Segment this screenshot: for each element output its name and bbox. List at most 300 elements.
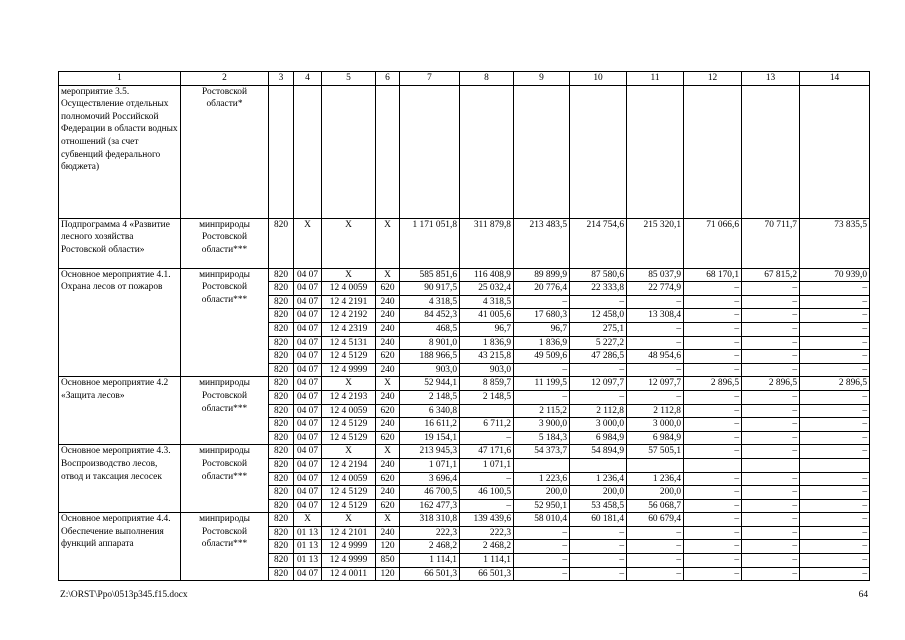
- value-cell: –: [684, 445, 742, 459]
- value-cell: –: [800, 472, 870, 486]
- value-cell: 820: [269, 218, 294, 268]
- value-cell: 52 950,1: [514, 499, 570, 513]
- value-cell: 04 07: [294, 472, 322, 486]
- value-cell: 4 318,5: [400, 295, 460, 309]
- value-cell: 585 851,6: [400, 268, 460, 282]
- value-cell: 820: [269, 540, 294, 554]
- value-cell: 04 07: [294, 282, 322, 296]
- value-cell: 214 754,6: [570, 218, 627, 268]
- value-cell: –: [570, 554, 627, 568]
- value-cell: 12 4 0011: [322, 567, 376, 581]
- value-cell: 3 696,4: [400, 472, 460, 486]
- value-cell: 22 333,8: [570, 282, 627, 296]
- value-cell: 820: [269, 567, 294, 581]
- value-cell: –: [514, 526, 570, 540]
- value-cell: 2 112,8: [627, 404, 684, 418]
- value-cell: 96,7: [460, 322, 514, 336]
- value-cell: 89 899,9: [514, 268, 570, 282]
- value-cell: [570, 458, 627, 472]
- value-cell: 3 000,0: [570, 418, 627, 432]
- value-cell: 2 115,2: [514, 404, 570, 418]
- value-cell: X: [322, 268, 376, 282]
- value-cell: 820: [269, 554, 294, 568]
- value-cell: 96,7: [514, 322, 570, 336]
- value-cell: 11 199,5: [514, 377, 570, 391]
- value-cell: 240: [376, 322, 400, 336]
- value-cell: –: [684, 472, 742, 486]
- value-cell: X: [376, 218, 400, 268]
- program-name-cell: Основное мероприятие 4.2 «Защита лесов»: [59, 377, 181, 445]
- value-cell: 90 917,5: [400, 282, 460, 296]
- value-cell: 620: [376, 282, 400, 296]
- value-cell: 2 896,5: [800, 377, 870, 391]
- program-name-cell: Основное мероприятие 4.1. Охрана лесов от пожаров: [59, 268, 181, 377]
- value-cell: 04 07: [294, 309, 322, 323]
- column-number: 8: [460, 72, 514, 86]
- column-number-row: [59, 72, 870, 86]
- value-cell: [800, 85, 870, 218]
- table-row: [59, 85, 870, 218]
- value-cell: –: [800, 554, 870, 568]
- column-number: 14: [800, 72, 870, 86]
- value-cell: [400, 85, 460, 218]
- value-cell: [294, 85, 322, 218]
- value-cell: 04 07: [294, 390, 322, 404]
- value-cell: –: [742, 486, 800, 500]
- value-cell: 240: [376, 309, 400, 323]
- value-cell: 2 468,2: [460, 540, 514, 554]
- column-number: 11: [627, 72, 684, 86]
- value-cell: 6 340,8: [400, 404, 460, 418]
- value-cell: –: [800, 322, 870, 336]
- value-cell: 60 181,4: [570, 513, 627, 527]
- responsible-cell: Ростовской области*: [181, 85, 269, 218]
- value-cell: 4 318,5: [460, 295, 514, 309]
- value-cell: [570, 85, 627, 218]
- value-cell: 903,0: [400, 363, 460, 377]
- value-cell: 16 611,2: [400, 418, 460, 432]
- value-cell: 58 010,4: [514, 513, 570, 527]
- value-cell: –: [742, 499, 800, 513]
- value-cell: 318 310,8: [400, 513, 460, 527]
- column-number: 1: [59, 72, 181, 86]
- value-cell: [684, 85, 742, 218]
- value-cell: 2 148,5: [460, 390, 514, 404]
- value-cell: –: [684, 540, 742, 554]
- program-name-cell: мероприятие 3.5. Осуществление отдельных полномочий Российской Федерации в области водных отношений (за счет субвенций федерального бюджета): [59, 85, 181, 218]
- value-cell: 01 13: [294, 540, 322, 554]
- value-cell: 12 4 9999: [322, 554, 376, 568]
- value-cell: 12 4 2194: [322, 458, 376, 472]
- value-cell: –: [684, 554, 742, 568]
- value-cell: 1 071,1: [400, 458, 460, 472]
- value-cell: 12 458,0: [570, 309, 627, 323]
- value-cell: –: [684, 390, 742, 404]
- value-cell: 04 07: [294, 404, 322, 418]
- value-cell: 04 07: [294, 363, 322, 377]
- value-cell: 66 501,3: [400, 567, 460, 581]
- column-number: 7: [400, 72, 460, 86]
- value-cell: X: [376, 377, 400, 391]
- value-cell: 240: [376, 295, 400, 309]
- value-cell: 04 07: [294, 350, 322, 364]
- value-cell: –: [514, 390, 570, 404]
- program-name-cell: Подпрограмма 4 «Развитие лесного хозяйства Ростовской области»: [59, 218, 181, 268]
- value-cell: –: [800, 486, 870, 500]
- column-number: 6: [376, 72, 400, 86]
- value-cell: –: [800, 526, 870, 540]
- value-cell: 820: [269, 322, 294, 336]
- value-cell: 620: [376, 472, 400, 486]
- value-cell: X: [322, 445, 376, 459]
- value-cell: –: [742, 554, 800, 568]
- value-cell: –: [800, 513, 870, 527]
- value-cell: 240: [376, 458, 400, 472]
- value-cell: 12 4 5129: [322, 350, 376, 364]
- value-cell: 820: [269, 404, 294, 418]
- value-cell: 56 068,7: [627, 499, 684, 513]
- value-cell: 2 112,8: [570, 404, 627, 418]
- value-cell: 12 4 5131: [322, 336, 376, 350]
- value-cell: 12 4 2101: [322, 526, 376, 540]
- value-cell: 04 07: [294, 295, 322, 309]
- value-cell: 19 154,1: [400, 431, 460, 445]
- value-cell: 215 320,1: [627, 218, 684, 268]
- value-cell: –: [800, 540, 870, 554]
- value-cell: 213 945,3: [400, 445, 460, 459]
- program-name-cell: Основное мероприятие 4.3. Воспроизводство лесов, отвод и таксация лесосек: [59, 445, 181, 513]
- value-cell: 240: [376, 418, 400, 432]
- value-cell: 820: [269, 486, 294, 500]
- value-cell: –: [684, 567, 742, 581]
- value-cell: 53 458,5: [570, 499, 627, 513]
- value-cell: 820: [269, 445, 294, 459]
- value-cell: 20 776,4: [514, 282, 570, 296]
- value-cell: –: [800, 363, 870, 377]
- value-cell: 240: [376, 363, 400, 377]
- value-cell: 820: [269, 363, 294, 377]
- value-cell: 200,0: [627, 486, 684, 500]
- value-cell: X: [322, 513, 376, 527]
- value-cell: –: [460, 472, 514, 486]
- value-cell: 04 07: [294, 431, 322, 445]
- value-cell: 46 700,5: [400, 486, 460, 500]
- value-cell: 820: [269, 418, 294, 432]
- column-number: 3: [269, 72, 294, 86]
- value-cell: [800, 458, 870, 472]
- value-cell: –: [800, 404, 870, 418]
- value-cell: –: [627, 540, 684, 554]
- responsible-cell: минприроды Ростовской области***: [181, 377, 269, 445]
- value-cell: –: [514, 295, 570, 309]
- value-cell: –: [742, 445, 800, 459]
- value-cell: 311 879,8: [460, 218, 514, 268]
- value-cell: [269, 85, 294, 218]
- value-cell: X: [376, 513, 400, 527]
- value-cell: 12 4 2319: [322, 322, 376, 336]
- value-cell: 5 184,3: [514, 431, 570, 445]
- value-cell: 240: [376, 336, 400, 350]
- value-cell: –: [514, 567, 570, 581]
- value-cell: –: [800, 431, 870, 445]
- value-cell: –: [460, 431, 514, 445]
- column-number: 2: [181, 72, 269, 86]
- value-cell: 22 774,9: [627, 282, 684, 296]
- table-row: [59, 377, 870, 391]
- value-cell: 2 896,5: [742, 377, 800, 391]
- value-cell: –: [742, 363, 800, 377]
- value-cell: 12 4 2193: [322, 390, 376, 404]
- value-cell: 468,5: [400, 322, 460, 336]
- value-cell: [460, 404, 514, 418]
- program-name-cell: Основное мероприятие 4.4. Обеспечение выполнения функций аппарата: [59, 513, 181, 581]
- value-cell: 1 114,1: [460, 554, 514, 568]
- value-cell: 84 452,3: [400, 309, 460, 323]
- value-cell: 6 711,2: [460, 418, 514, 432]
- value-cell: 5 227,2: [570, 336, 627, 350]
- value-cell: [514, 85, 570, 218]
- value-cell: 139 439,6: [460, 513, 514, 527]
- value-cell: 120: [376, 567, 400, 581]
- value-cell: 1 171 051,8: [400, 218, 460, 268]
- value-cell: 1 223,6: [514, 472, 570, 486]
- value-cell: [514, 458, 570, 472]
- value-cell: 04 07: [294, 499, 322, 513]
- footer-file-path: Z:\ORST\Ppo\0513p345.f15.docx: [60, 590, 188, 600]
- value-cell: –: [684, 431, 742, 445]
- value-cell: 2 148,5: [400, 390, 460, 404]
- value-cell: X: [376, 268, 400, 282]
- value-cell: 120: [376, 540, 400, 554]
- value-cell: 2 896,5: [684, 377, 742, 391]
- table-row: [59, 513, 870, 527]
- value-cell: 820: [269, 295, 294, 309]
- value-cell: [627, 458, 684, 472]
- value-cell: 04 07: [294, 445, 322, 459]
- value-cell: –: [742, 295, 800, 309]
- value-cell: 1 114,1: [400, 554, 460, 568]
- value-cell: –: [570, 363, 627, 377]
- value-cell: 240: [376, 486, 400, 500]
- value-cell: 820: [269, 309, 294, 323]
- value-cell: –: [570, 526, 627, 540]
- column-number: 9: [514, 72, 570, 86]
- value-cell: 46 100,5: [460, 486, 514, 500]
- value-cell: [742, 85, 800, 218]
- value-cell: 17 680,3: [514, 309, 570, 323]
- value-cell: –: [627, 567, 684, 581]
- value-cell: 820: [269, 377, 294, 391]
- value-cell: –: [742, 431, 800, 445]
- column-number: 13: [742, 72, 800, 86]
- value-cell: –: [627, 336, 684, 350]
- value-cell: 12 097,7: [627, 377, 684, 391]
- value-cell: 12 4 2192: [322, 309, 376, 323]
- value-cell: –: [684, 295, 742, 309]
- value-cell: 01 13: [294, 526, 322, 540]
- value-cell: 820: [269, 431, 294, 445]
- column-number: 5: [322, 72, 376, 86]
- value-cell: 620: [376, 404, 400, 418]
- value-cell: 13 308,4: [627, 309, 684, 323]
- value-cell: –: [570, 295, 627, 309]
- value-cell: –: [627, 363, 684, 377]
- value-cell: 620: [376, 499, 400, 513]
- value-cell: –: [742, 567, 800, 581]
- value-cell: –: [800, 418, 870, 432]
- value-cell: –: [514, 363, 570, 377]
- value-cell: 12 4 0059: [322, 282, 376, 296]
- value-cell: –: [742, 513, 800, 527]
- value-cell: 73 835,5: [800, 218, 870, 268]
- value-cell: –: [800, 309, 870, 323]
- value-cell: 12 4 0059: [322, 404, 376, 418]
- value-cell: 3 900,0: [514, 418, 570, 432]
- value-cell: –: [684, 363, 742, 377]
- value-cell: 222,3: [460, 526, 514, 540]
- value-cell: 04 07: [294, 486, 322, 500]
- value-cell: –: [570, 540, 627, 554]
- table-row: [59, 268, 870, 282]
- responsible-cell: минприроды Ростовской области***: [181, 218, 269, 268]
- value-cell: –: [570, 390, 627, 404]
- value-cell: –: [800, 295, 870, 309]
- value-cell: 240: [376, 390, 400, 404]
- value-cell: 200,0: [514, 486, 570, 500]
- value-cell: –: [684, 309, 742, 323]
- value-cell: 57 505,1: [627, 445, 684, 459]
- value-cell: 820: [269, 499, 294, 513]
- value-cell: [376, 85, 400, 218]
- value-cell: 68 170,1: [684, 268, 742, 282]
- value-cell: 200,0: [570, 486, 627, 500]
- column-number: 12: [684, 72, 742, 86]
- value-cell: X: [294, 218, 322, 268]
- value-cell: 04 07: [294, 268, 322, 282]
- value-cell: –: [800, 390, 870, 404]
- column-number: 10: [570, 72, 627, 86]
- value-cell: 70 711,7: [742, 218, 800, 268]
- value-cell: 12 097,7: [570, 377, 627, 391]
- value-cell: X: [376, 445, 400, 459]
- value-cell: 04 07: [294, 377, 322, 391]
- value-cell: 47 171,6: [460, 445, 514, 459]
- value-cell: 820: [269, 268, 294, 282]
- value-cell: 162 477,3: [400, 499, 460, 513]
- value-cell: 1 236,4: [627, 472, 684, 486]
- value-cell: 60 679,4: [627, 513, 684, 527]
- value-cell: 52 944,1: [400, 377, 460, 391]
- value-cell: 820: [269, 282, 294, 296]
- value-cell: [742, 458, 800, 472]
- value-cell: –: [684, 336, 742, 350]
- value-cell: 12 4 5129: [322, 431, 376, 445]
- value-cell: –: [742, 350, 800, 364]
- budget-table: [58, 71, 870, 581]
- value-cell: 67 815,2: [742, 268, 800, 282]
- value-cell: –: [742, 282, 800, 296]
- value-cell: 1 836,9: [460, 336, 514, 350]
- value-cell: –: [684, 282, 742, 296]
- value-cell: [322, 85, 376, 218]
- value-cell: –: [800, 499, 870, 513]
- value-cell: 213 483,5: [514, 218, 570, 268]
- value-cell: 87 580,6: [570, 268, 627, 282]
- value-cell: [460, 85, 514, 218]
- value-cell: –: [627, 390, 684, 404]
- value-cell: 12 4 2191: [322, 295, 376, 309]
- value-cell: 820: [269, 350, 294, 364]
- value-cell: 49 509,6: [514, 350, 570, 364]
- value-cell: 620: [376, 350, 400, 364]
- value-cell: 8 901,0: [400, 336, 460, 350]
- value-cell: –: [684, 513, 742, 527]
- value-cell: 85 037,9: [627, 268, 684, 282]
- value-cell: –: [742, 526, 800, 540]
- value-cell: 01 13: [294, 554, 322, 568]
- value-cell: 25 032,4: [460, 282, 514, 296]
- value-cell: 1 836,9: [514, 336, 570, 350]
- value-cell: –: [627, 322, 684, 336]
- value-cell: 66 501,3: [460, 567, 514, 581]
- value-cell: 116 408,9: [460, 268, 514, 282]
- value-cell: 71 066,6: [684, 218, 742, 268]
- value-cell: 04 07: [294, 458, 322, 472]
- responsible-cell: минприроды Ростовской области***: [181, 513, 269, 581]
- value-cell: X: [322, 218, 376, 268]
- value-cell: 820: [269, 526, 294, 540]
- value-cell: 3 000,0: [627, 418, 684, 432]
- value-cell: 04 07: [294, 336, 322, 350]
- value-cell: 41 005,6: [460, 309, 514, 323]
- value-cell: 820: [269, 458, 294, 472]
- value-cell: 12 4 9999: [322, 540, 376, 554]
- value-cell: 850: [376, 554, 400, 568]
- value-cell: 222,3: [400, 526, 460, 540]
- value-cell: 903,0: [460, 363, 514, 377]
- value-cell: –: [684, 418, 742, 432]
- value-cell: –: [742, 322, 800, 336]
- value-cell: –: [742, 336, 800, 350]
- value-cell: 48 954,6: [627, 350, 684, 364]
- value-cell: 820: [269, 472, 294, 486]
- column-number: 4: [294, 72, 322, 86]
- value-cell: –: [684, 526, 742, 540]
- value-cell: –: [627, 554, 684, 568]
- value-cell: –: [627, 295, 684, 309]
- value-cell: –: [514, 554, 570, 568]
- value-cell: 820: [269, 390, 294, 404]
- value-cell: 1 236,4: [570, 472, 627, 486]
- value-cell: 54 894,9: [570, 445, 627, 459]
- value-cell: 12 4 5129: [322, 499, 376, 513]
- value-cell: 820: [269, 513, 294, 527]
- value-cell: 12 4 9999: [322, 363, 376, 377]
- responsible-cell: минприроды Ростовской области***: [181, 445, 269, 513]
- value-cell: –: [742, 418, 800, 432]
- value-cell: 54 373,7: [514, 445, 570, 459]
- value-cell: 8 859,7: [460, 377, 514, 391]
- value-cell: [627, 85, 684, 218]
- value-cell: –: [800, 336, 870, 350]
- value-cell: –: [514, 540, 570, 554]
- value-cell: 275,1: [570, 322, 627, 336]
- value-cell: –: [800, 445, 870, 459]
- value-cell: –: [684, 404, 742, 418]
- value-cell: –: [800, 282, 870, 296]
- value-cell: X: [294, 513, 322, 527]
- value-cell: –: [627, 526, 684, 540]
